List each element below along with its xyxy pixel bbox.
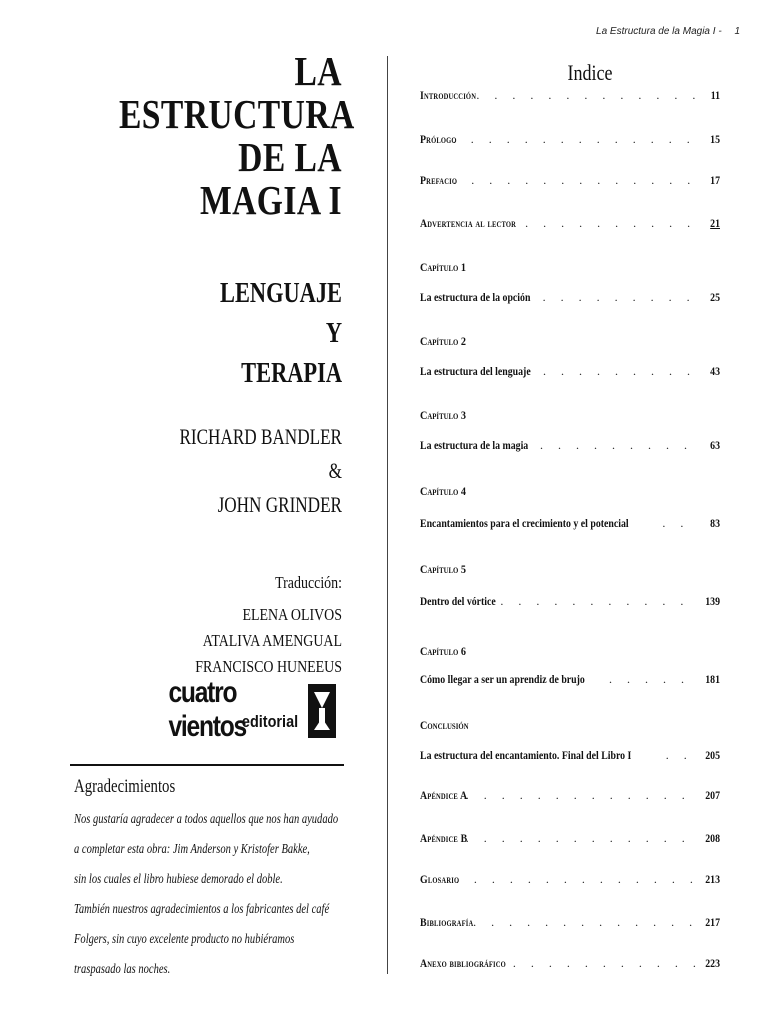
leader-dots [466,788,696,803]
author-name: JOHN GRINDER [217,492,342,517]
leader-dots [453,173,696,188]
index-entry-page: 25 [710,290,720,304]
chapter-heading: Capítulo 5 [420,562,467,576]
running-header [596,26,740,37]
leader-dots [466,831,696,846]
index-entry-capitulo-6 [420,672,720,687]
chapter-heading: Capítulo 3 [420,408,467,422]
index-entry-label: La estructura del lenguaje [420,364,531,378]
index-title: Indice [567,60,613,85]
author-name: RICHARD BANDLER [179,424,342,449]
acknowledgements-body [74,804,346,984]
index-entry-label: Encantamientos para el crecimiento y el potencial [420,516,629,530]
leader-dots [453,132,696,147]
title-page-column [70,48,355,680]
index-entry-label: Dentro del vórtice [420,594,496,608]
translator-name: ELENA OLIVOS [242,605,342,624]
index-entry-page: 83 [710,516,720,530]
index-entry-conclusion [420,748,720,763]
chapter-heading: Capítulo 6 [420,644,467,658]
chapter-heading: Capítulo 4 [420,484,467,498]
leader-dots [609,672,696,687]
index-entry-page: 181 [705,672,720,686]
publisher-emblem-icon [308,684,336,738]
acknowledgements-line: Folgers, sin cuyo excelente producto no hubiéramos [74,931,295,946]
index-entry-label: Prefacio [420,173,458,187]
index-entry-glosario [420,872,720,887]
author-separator: & [328,458,342,483]
translation-heading: Traducción: [275,573,342,592]
index-entry-capitulo-2 [420,364,720,379]
running-header-text: La Estructura de la Magia I - [596,26,722,37]
index-entry-label: Apéndice A [420,788,468,802]
index-entry-introduccion [420,88,720,103]
chapter-heading: Capítulo 1 [420,260,467,274]
publisher-subtitle: editorial [241,712,298,731]
column-divider [387,56,388,974]
translator-name: ATALIVA AMENGUAL [202,631,342,650]
publisher-logo-block [140,676,342,743]
index-entry-page: 208 [705,831,720,845]
chapter-heading: Conclusión [420,718,469,732]
subtitle-line: TERAPIA [241,358,342,389]
index-entry-label: Anexo bibliográfico [420,956,506,970]
leader-dots [456,872,696,887]
index-entry-page: 43 [710,364,720,378]
index-entry-apendice-b [420,831,720,846]
index-column [420,60,720,970]
book-subtitle [124,274,342,394]
index-entry-label: Advertencia al lector [420,216,517,230]
index-entry-anexo [420,956,720,971]
acknowledgements-line: traspasado las noches. [74,961,171,976]
section-rule [70,764,344,766]
leader-dots [500,594,696,609]
index-entry-bibliografia [420,915,720,930]
leader-dots [662,516,696,531]
translator-name: FRANCISCO HUNEEUS [195,657,342,676]
index-entry-page: 17 [710,173,720,187]
index-entry-page: 11 [710,88,720,102]
index-entry-page: 217 [705,915,720,929]
leader-dots [513,956,696,971]
index-entry-label: La estructura de la magia [420,438,529,452]
index-entry-capitulo-5 [420,594,720,609]
leader-dots [666,748,696,763]
index-entry-page: 21 [710,216,720,230]
index-entry-page: 205 [705,748,720,762]
leader-dots [476,88,696,103]
index-entry-prologo [420,132,720,147]
index-entry-label: La estructura de la opción [420,290,531,304]
publisher-name: cuatro vientos [168,676,246,743]
book-title-line-1: LA ESTRUCTURA [118,48,355,137]
authors [130,420,342,522]
subtitle-line: Y [325,318,342,349]
index-entry-label: Apéndice B [420,831,468,845]
book-title [118,48,355,223]
leader-dots [543,290,696,305]
index-entry-label: La estructura del encantamiento. Final del Libro I [420,748,632,762]
acknowledgements-line: Nos gustaría agradecer a todos aquellos que nos han ayudado [74,811,339,826]
acknowledgements-line: a completar esta obra: Jim Anderson y Kristofer Bakke, [74,841,310,856]
index-entry-page: 207 [705,788,720,802]
subtitle-line: LENGUAJE [220,278,342,309]
page-number: 1 [734,26,740,37]
index-entry-label: Glosario [420,872,460,886]
index-entry-label: Bibliografía [420,915,474,929]
translation-credits [119,570,342,680]
index-entry-advertencia [420,216,720,231]
acknowledgements-line: sin los cuales el libro hubiese demorado el doble. [74,871,283,886]
acknowledgements-line: También nuestros agradecimientos a los fabricantes del café [74,901,330,916]
index-entry-page: 223 [705,956,720,970]
leader-dots [525,216,696,231]
book-title-line-2: DE LA MAGIA I [199,134,342,223]
index-entry-page: 213 [705,872,720,886]
index-entry-label: Introducción [420,88,477,102]
leader-dots [473,915,696,930]
index-entry-capitulo-4 [420,516,720,531]
index-entry-apendice-a [420,788,720,803]
chapter-heading: Capítulo 2 [420,334,467,348]
leader-dots [540,438,696,453]
index-entry-page: 63 [710,438,720,452]
index-entry-prefacio [420,173,720,188]
index-entry-label: Prólogo [420,132,457,146]
index-entry-label: Cómo llegar a ser un aprendiz de brujo [420,672,585,686]
index-entry-page: 15 [710,132,720,146]
index-entry-capitulo-1 [420,290,720,305]
index-entry-capitulo-3 [420,438,720,453]
leader-dots [543,364,696,379]
acknowledgements [74,776,346,984]
index-entry-page: 139 [705,594,720,608]
acknowledgements-title: Agradecimientos [74,776,176,797]
